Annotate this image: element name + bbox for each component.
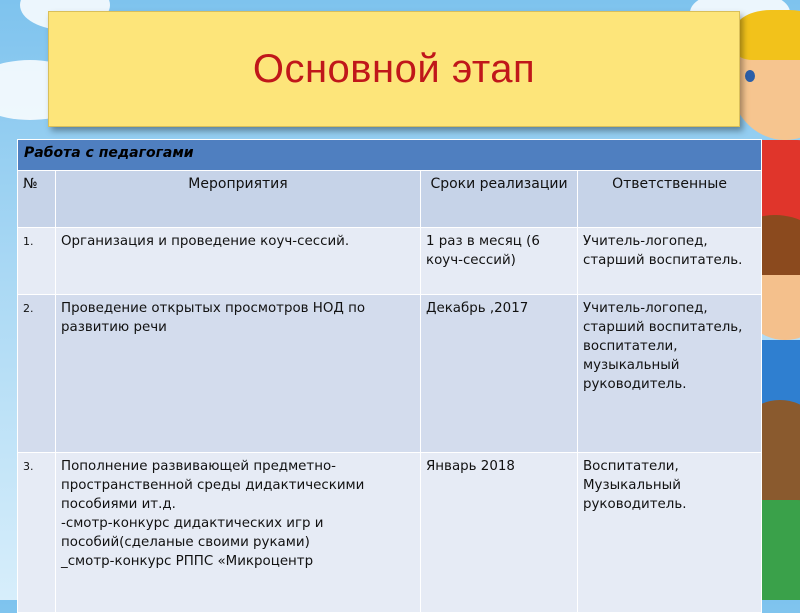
row-event: Проведение открытых просмотров НОД по развитию речи (56, 295, 421, 453)
column-header-responsible: Ответственные (578, 171, 762, 228)
table-row (18, 295, 762, 453)
table-header-row (18, 171, 762, 228)
row-event-line: _смотр-конкурс РППС «Микроцентр (61, 554, 314, 569)
table-row (18, 453, 762, 613)
page-title: Основной этап (252, 46, 536, 91)
row-responsible: Учитель-логопед, старший воспитатель, воспитатели, музыкальный руководитель. (578, 295, 762, 453)
row-responsible: Воспитатели, Музыкальный руководитель. (578, 453, 762, 613)
title-banner (48, 11, 740, 127)
section-title: Работа с педагогами (18, 140, 762, 171)
row-number: 2. (18, 295, 56, 453)
row-number: 1. (18, 228, 56, 295)
column-header-num: № (18, 171, 56, 228)
section-header-row (18, 140, 762, 171)
column-header-dates: Сроки реализации (421, 171, 578, 228)
row-event-line: -смотр-конкурс дидактических игр и пособий(сделаные своими руками) (61, 516, 324, 550)
column-header-event: Мероприятия (56, 171, 421, 228)
plan-table (17, 139, 762, 613)
row-dates: 1 раз в месяц (6 коуч-сессий) (421, 228, 578, 295)
row-event (56, 453, 421, 613)
row-dates: Декабрь ,2017 (421, 295, 578, 453)
row-number: 3. (18, 453, 56, 613)
row-responsible: Учитель-логопед, старший воспитатель. (578, 228, 762, 295)
row-event-line: Пополнение развивающей предметно-пространственной среды дидактическими пособиями ит.д. (61, 459, 365, 512)
row-event: Организация и проведение коуч-сессий. (56, 228, 421, 295)
row-dates: Январь 2018 (421, 453, 578, 613)
table-row (18, 228, 762, 295)
